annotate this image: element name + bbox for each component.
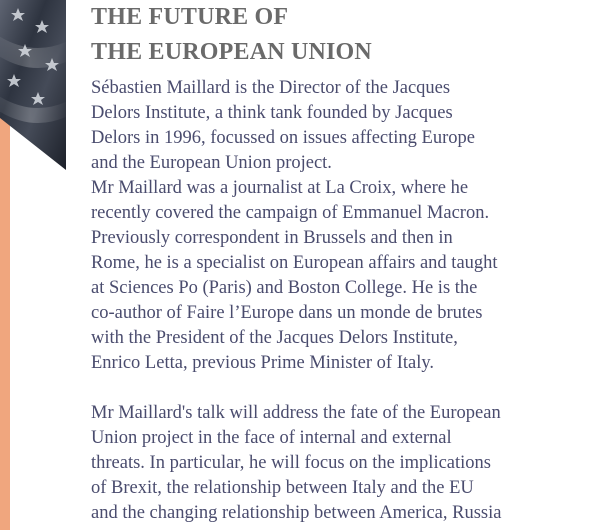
text-line: at Sciences Po (Paris) and Boston College. He is the: [91, 278, 478, 298]
text-line: Union project in the face of internal and external: [91, 428, 452, 448]
headline-line-2: THE EUROPEAN UNION: [91, 39, 372, 65]
text-line: Enrico Letta, previous Prime Minister of Italy.: [91, 353, 435, 373]
text-line: Delors in 1996, focussed on issues affecting Europe: [91, 128, 475, 148]
text-line: co-author of Faire l’Europe dans un monde de brutes: [91, 303, 483, 323]
text-line: threats. In particular, he will focus on the implications: [91, 453, 491, 473]
text-line: of Brexit, the relationship between Italy and the EU: [91, 478, 474, 498]
text-line: recently covered the campaign of Emmanuel Macron.: [91, 203, 490, 223]
text-line: Mr Maillard was a journalist at La Croix, where he: [91, 178, 469, 198]
text-line: Delors Institute, a think tank founded by Jacques: [91, 103, 453, 123]
page-headline: [91, 0, 372, 70]
text-line: Sébastien Maillard is the Director of the Jacques: [91, 78, 451, 98]
headline-line-1: THE FUTURE OF: [91, 4, 289, 30]
talk-description-paragraph: [91, 401, 591, 526]
text-line: and the European Union project.: [91, 153, 332, 173]
text-line: Previously correspondent in Brussels and then in: [91, 228, 453, 248]
speaker-bio-paragraph: [91, 76, 591, 376]
text-line: and the changing relationship between America, Russia: [91, 503, 502, 523]
paragraph-spacer: [91, 376, 591, 401]
text-line: with the President of the Jacques Delors Institute,: [91, 328, 458, 348]
article-body: [91, 76, 591, 526]
text-line: Mr Maillard's talk will address the fate of the European: [91, 403, 501, 423]
eu-flag-image: [0, 0, 66, 170]
text-line: Rome, he is a specialist on European affairs and taught: [91, 253, 498, 273]
